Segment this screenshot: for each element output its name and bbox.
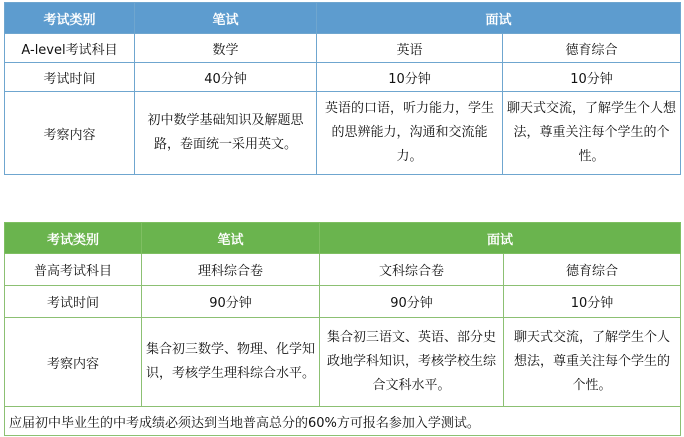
table1-content-interview-a: 英语的口语，听力能力，学生的思辨能力，沟通和交流能力。 bbox=[317, 92, 503, 175]
table1-content-label: 考察内容 bbox=[5, 92, 135, 175]
table1-header-written: 笔试 bbox=[135, 3, 317, 34]
table1-header-row bbox=[5, 3, 681, 34]
table2-time-interview-a: 90分钟 bbox=[320, 286, 504, 318]
table1-content-written: 初中数学基础知识及解题思路，卷面统一采用英文。 bbox=[135, 92, 317, 175]
table1-subject-interview-b: 德育综合 bbox=[503, 34, 681, 63]
table2-subject-written: 理科综合卷 bbox=[142, 254, 320, 286]
table2-subjects-row bbox=[5, 254, 681, 286]
table2-header-written: 笔试 bbox=[142, 223, 320, 254]
table2-header-interview: 面试 bbox=[320, 223, 681, 254]
table1-time-interview-a: 10分钟 bbox=[317, 63, 503, 92]
table1-content-row bbox=[5, 92, 681, 175]
table2-header-row bbox=[5, 223, 681, 254]
table2-footer-row bbox=[5, 407, 681, 436]
table2-content-interview-b: 聊天式交流，了解学生个人想法，尊重关注每个学生的个性。 bbox=[504, 318, 681, 407]
table2-time-interview-b: 10分钟 bbox=[504, 286, 681, 318]
table1-time-interview-b: 10分钟 bbox=[503, 63, 681, 92]
table1-header-category: 考试类别 bbox=[5, 3, 135, 34]
table1-subjects-row bbox=[5, 34, 681, 63]
table1-time-label: 考试时间 bbox=[5, 63, 135, 92]
table2-content-label: 考察内容 bbox=[5, 318, 142, 407]
table2-subject-interview-b: 德育综合 bbox=[504, 254, 681, 286]
putonggaozhong-exam-table bbox=[4, 222, 681, 436]
table2-content-interview-a: 集合初三语文、英语、部分史政地学科知识，考核学校生综合文科水平。 bbox=[320, 318, 504, 407]
table2-time-written: 90分钟 bbox=[142, 286, 320, 318]
table2-header-category: 考试类别 bbox=[5, 223, 142, 254]
table2-subject-interview-a: 文科综合卷 bbox=[320, 254, 504, 286]
table1-header-interview: 面试 bbox=[317, 3, 681, 34]
table1-content-interview-b: 聊天式交流，了解学生个人想法，尊重关注每个学生的个性。 bbox=[503, 92, 681, 175]
table1-time-written: 40分钟 bbox=[135, 63, 317, 92]
table1-subjects-label: A-level考试科目 bbox=[5, 34, 135, 63]
table2-content-written: 集合初三数学、物理、化学知识，考核学生理科综合水平。 bbox=[142, 318, 320, 407]
table2-time-row bbox=[5, 286, 681, 318]
table1-subject-interview-a: 英语 bbox=[317, 34, 503, 63]
table2-subjects-label: 普高考试科目 bbox=[5, 254, 142, 286]
table1-time-row bbox=[5, 63, 681, 92]
a-level-exam-table bbox=[4, 2, 681, 175]
table2-time-label: 考试时间 bbox=[5, 286, 142, 318]
table1-subject-written: 数学 bbox=[135, 34, 317, 63]
table2-footer-note: 应届初中毕业生的中考成绩必须达到当地普高总分的60%方可报名参加入学测试。 bbox=[5, 407, 681, 436]
table2-content-row bbox=[5, 318, 681, 407]
